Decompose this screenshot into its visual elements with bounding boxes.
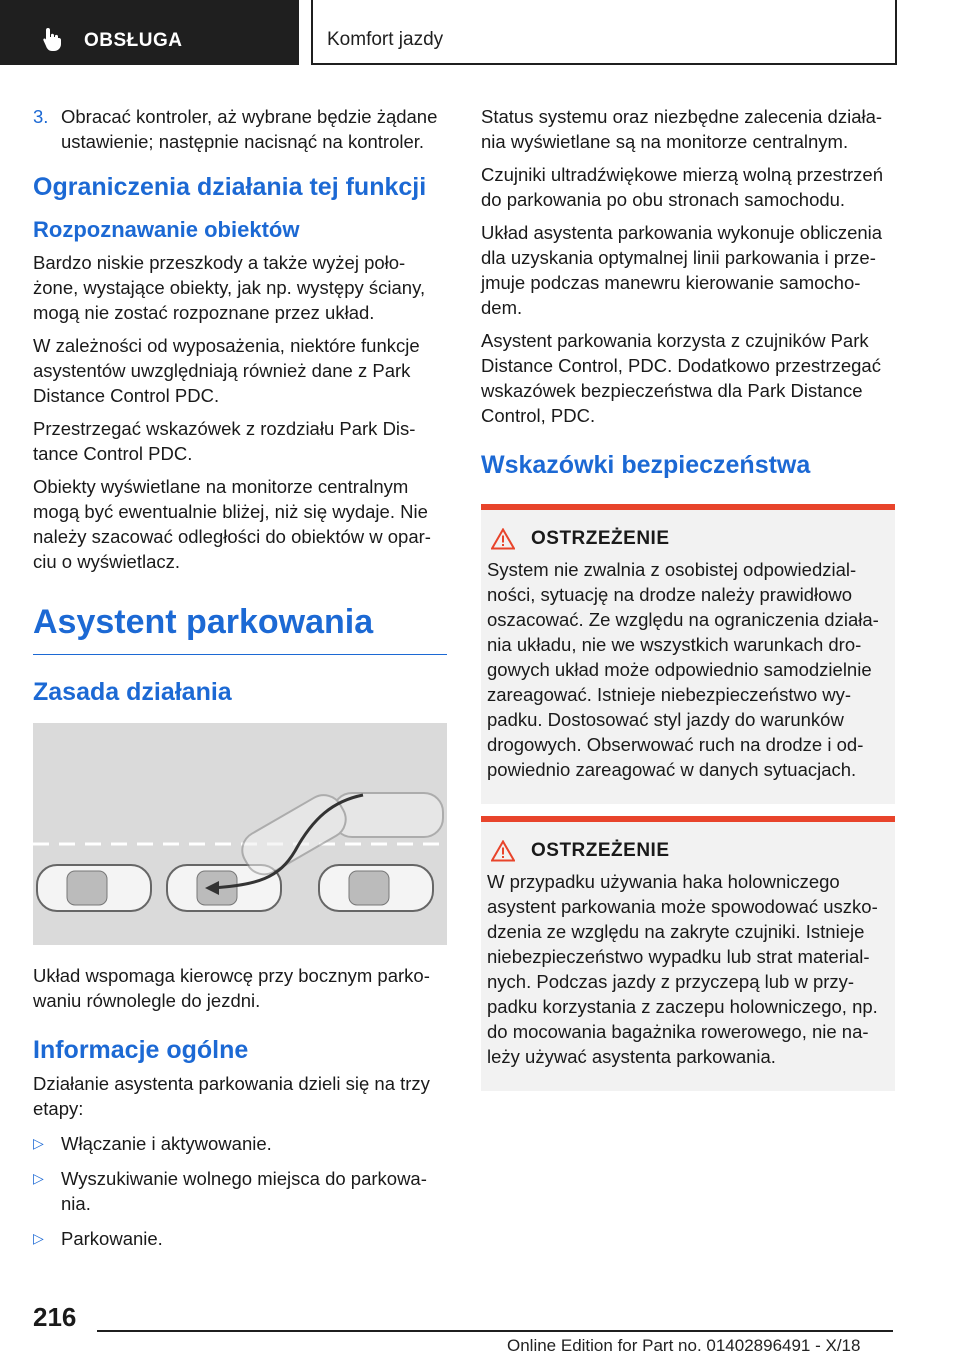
heading-parking-assistant: Asystent parkowania: [33, 600, 447, 655]
paragraph: Status systemu oraz niezbędne zalecenia działa- nia wyświetlane są na monitorze centralnym.: [481, 106, 883, 152]
parking-illustration: [33, 723, 447, 945]
list-item: ▷ Włączanie i aktywowanie.: [33, 1133, 272, 1154]
paragraph: Przestrzegać wskazówek z rozdziału Park Dis- tance Control PDC.: [33, 418, 416, 464]
warning-triangle-icon: [491, 528, 515, 550]
car-parked-right: [319, 865, 433, 911]
paragraph: Układ asystenta parkowania wykonuje obliczenia dla uzyskania optymalnej linii parkowania i prze- jmuje podczas manewru kierowanie samocho- dem.: [481, 222, 883, 318]
warning-triangle-icon: [491, 840, 515, 862]
footer-edition: Online Edition for Part no. 01402896491 - X/18: [507, 1336, 861, 1355]
list-item: ▷ Parkowanie.: [33, 1228, 163, 1249]
step-number: 3.: [33, 106, 49, 127]
warning-label: OSTRZEŻENIE: [531, 528, 670, 549]
paragraph: Obiekty wyświetlane na monitorze centralnym mogą być ewentualnie bliżej, niż się wydaje. Nie należy szacować odległości do obiektów w opar- ciu o wyświetlacz.: [33, 476, 431, 572]
hand-pointer-icon: [40, 26, 66, 52]
triangle-bullet-icon: ▷: [33, 1135, 44, 1151]
step-item: [33, 104, 447, 154]
figure-caption: Układ wspomaga kierowcę przy bocznym parko- waniu równolegle do jezdni.: [33, 965, 430, 1011]
chapter-title: Komfort jazdy: [327, 29, 444, 50]
paragraph: Asystent parkowania korzysta z czujników Park Distance Control, PDC. Dodatkowo przestrzegać wskazówek bezpieczeństwa dla Park Distance Control, PDC.: [481, 330, 881, 426]
paragraph: W zależności od wyposażenia, niektóre funkcje asystentów uwzględniają również dane z Park Distance Control PDC.: [33, 335, 420, 406]
parking-diagram: [33, 723, 447, 945]
heading-general-info: Informacje ogólne: [33, 1036, 249, 1064]
chapter-header: [311, 0, 897, 65]
warning-label: OSTRZEŻENIE: [531, 840, 670, 861]
page-number: 216: [33, 1302, 77, 1332]
car-parked-left: [37, 865, 151, 911]
triangle-bullet-icon: ▷: [33, 1170, 44, 1186]
header-section-tab: [0, 0, 299, 65]
footer-divider: [97, 1330, 893, 1332]
warning-box: [481, 504, 895, 804]
heading-limits: Ograniczenia działania tej funkcji: [33, 173, 427, 201]
section-label: OBSŁUGA: [84, 30, 183, 51]
step-text: Obracać kontroler, aż wybrane będzie żądane ustawienie; następnie nacisnąć na kontroler.: [61, 106, 438, 152]
warning-box: [481, 816, 895, 1091]
right-column: [481, 104, 895, 1103]
list-item: ▷ Wyszukiwanie wolnego miejsca do parkowa- nia.: [33, 1168, 427, 1214]
heading-principle: Zasada działania: [33, 678, 232, 706]
paragraph: Czujniki ultradźwiękowe mierzą wolną przestrzeń do parkowania po obu stronach samochodu.: [481, 164, 884, 210]
left-column: [33, 104, 447, 1261]
warning-text: W przypadku używania haka holowniczego asystent parkowania może spowodować uszko- dzenia ze względu na zakryte czujniki. Istnieje niebezpieczeństwo wypadku lub strat material- nych. Podczas jazdy z przyczepą lub w przy- padku korzystania z zaczepu holowniczego, np. do mocowania bagażnika rowerowego, nie na- leży używać asystenta parkowania.: [487, 871, 878, 1067]
warning-text: System nie zwalnia z osobistej odpowiedzial- ności, sytuację na drodze należy prawidłowo oszacować. Ze względu na ograniczenia działa- nia układu, nie we wszystkich warunkach dro- gowych układ może odpowiednio samodzielnie zareagować. Istnieje niebezpieczeństwo wy- padku. Dostosować styl jazdy do warunków drogowych. Obserwować ruch na drodze i od- powiednio zareagować w danych sytuacjach.: [487, 559, 879, 780]
triangle-bullet-icon: ▷: [33, 1230, 44, 1246]
heading-object-detection: Rozpoznawanie obiektów: [33, 217, 300, 242]
paragraph: Działanie asystenta parkowania dzieli się na trzy etapy:: [33, 1073, 430, 1119]
heading-safety: Wskazówki bezpieczeństwa: [481, 451, 811, 479]
paragraph: Bardzo niskie przeszkody a także wyżej poło- żone, wystające obiekty, jak np. występy ściany, mogą nie zostać rozpoznane przez układ.: [33, 252, 426, 323]
